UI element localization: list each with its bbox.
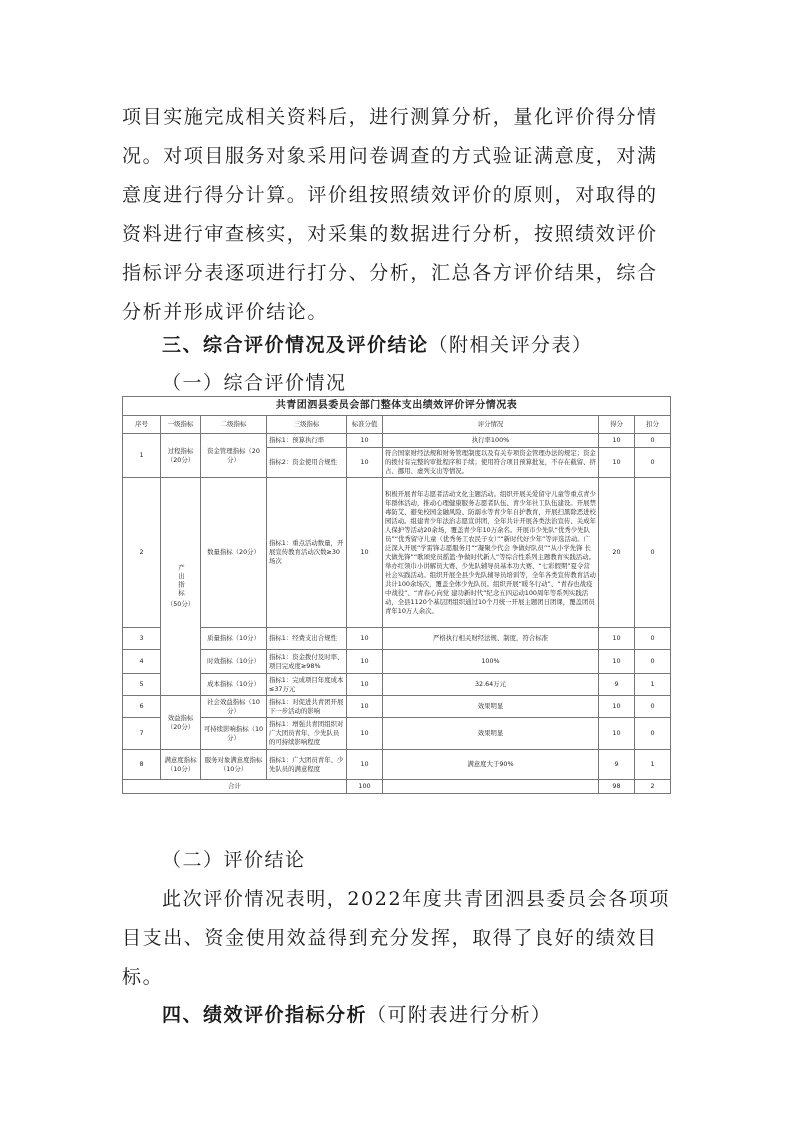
table-header-row (123, 416, 671, 434)
intro-line: 指标评分表逐项进行打分、分析，汇总各方评价结果，综合 (122, 262, 658, 284)
table-row (123, 696, 671, 718)
table-row (123, 478, 671, 628)
row-level1-output (161, 478, 201, 696)
intro-line: 资料进行审查核实，对采集的数据进行分析，按照绩效评价 (122, 223, 658, 245)
row-deduction: 0 (635, 628, 671, 650)
row-level3: 指标1：完成项目年度成本≤37万元 (267, 674, 347, 696)
evaluation-score-table (122, 396, 671, 794)
intro-line: 意度进行得分计算。评价组按照绩效评价的原则，对取得的 (122, 184, 658, 206)
header-level3: 三级指标 (267, 416, 347, 434)
table-total-row (123, 780, 671, 794)
total-deduction: 2 (635, 780, 671, 794)
row-description: 效果明显 (383, 696, 599, 718)
row-score: 10 (599, 448, 635, 478)
row-level2: 服务对象满意度指标（10分） (201, 750, 267, 780)
row-description: 32.64万元 (383, 674, 599, 696)
intro-paragraph (122, 98, 682, 332)
row-seq: 2 (123, 478, 161, 628)
output-indicator-score: （50分） (166, 600, 195, 609)
row-level3: 指标2：资金使用合规性 (267, 448, 347, 478)
table-row (123, 674, 671, 696)
row-score: 20 (599, 478, 635, 628)
row-seq: 1 (123, 434, 161, 478)
table-row (123, 434, 671, 448)
row-standard: 10 (347, 718, 383, 750)
total-standard: 100 (347, 780, 383, 794)
row-description: 严格执行相关财经法规、制度，符合标准 (383, 628, 599, 650)
conclusion-line: 目支出、资金使用效益得到充分发挥，取得了良好的绩效目 (122, 927, 658, 949)
conclusion-paragraph (122, 880, 682, 997)
row-standard: 10 (347, 628, 383, 650)
row-level3: 指标1：经费支出合规性 (267, 628, 347, 650)
row-deduction: 0 (635, 478, 671, 628)
row-level1-benefit: 效益指标（20分） (161, 696, 201, 750)
row-seq: 8 (123, 750, 161, 780)
row-score: 10 (599, 718, 635, 750)
table-row (123, 650, 671, 674)
row-deduction: 0 (635, 448, 671, 478)
row-score: 10 (599, 628, 635, 650)
row-score: 9 (599, 750, 635, 780)
intro-line: 分析并形成评价结论。 (122, 301, 329, 323)
row-level3: 指标1：重点活动数量，开展宣传教育活动次数≥30场次 (267, 478, 347, 628)
row-level3: 指标1：预算执行率 (267, 434, 347, 448)
output-indicator-label: 产出指标 (177, 563, 185, 598)
row-score: 10 (599, 650, 635, 674)
row-standard: 10 (347, 434, 383, 448)
section-3-title: 三、综合评价情况及评价结论 (162, 334, 429, 356)
table-row (123, 718, 671, 750)
row-level2: 社会效益指标（10分） (201, 696, 267, 718)
row-standard: 10 (347, 478, 383, 628)
row-seq: 6 (123, 696, 161, 718)
table-row (123, 750, 671, 780)
total-description (383, 780, 599, 794)
subsection-1-heading: （一）综合评价情况 (162, 372, 347, 394)
row-description: 100% (383, 650, 599, 674)
section-3-heading (162, 330, 593, 357)
row-standard: 10 (347, 750, 383, 780)
row-score: 10 (599, 434, 635, 448)
header-level2: 二级指标 (201, 416, 267, 434)
row-deduction: 0 (635, 718, 671, 750)
row-seq: 7 (123, 718, 161, 750)
row-level3: 指标1：增强共青团组织对广大团员青年、少先队员的可持续影响程度 (267, 718, 347, 750)
row-level2: 时效指标（10分） (201, 650, 267, 674)
row-deduction: 0 (635, 434, 671, 448)
row-level3: 指标1：资金拨付及时率、项目完成度≥98% (267, 650, 347, 674)
section-3-note: （附相关评分表） (428, 334, 593, 356)
table-title: 共青团泗县委员会部门整体支出绩效评价评分情况表 (122, 396, 671, 415)
total-score: 98 (599, 780, 635, 794)
row-level3: 指标1：对促进共青团开展下一步活动的影响 (267, 696, 347, 718)
row-level2: 成本指标（10分） (201, 674, 267, 696)
row-level1: 过程指标（20分） (161, 434, 201, 478)
row-level3: 指标1：广大团员青年、少先队员的满意程度 (267, 750, 347, 780)
row-deduction: 1 (635, 750, 671, 780)
header-standard: 标准分值 (347, 416, 383, 434)
section-4-heading (162, 1000, 552, 1027)
header-description: 评分情况 (383, 416, 599, 434)
header-score: 得分 (599, 416, 635, 434)
subsection-2-heading: （二）评价结论 (162, 849, 306, 871)
row-level2: 资金管理指标（20分） (201, 434, 267, 478)
header-deduction: 扣分 (635, 416, 671, 434)
section-4-note: （可附表进行分析） (367, 1004, 552, 1026)
row-description: 执行率100% (383, 434, 599, 448)
section-4-title: 四、绩效评价指标分析 (162, 1004, 368, 1026)
header-seq: 序号 (123, 416, 161, 434)
row-level1-satisfaction: 满意度指标（10分） (161, 750, 201, 780)
intro-line: 项目实施完成相关资料后，进行测算分析，量化评价得分情 (122, 106, 658, 128)
row-deduction: 1 (635, 674, 671, 696)
row-description: 满意度大于90% (383, 750, 599, 780)
row-level2: 质量指标（10分） (201, 628, 267, 650)
row-level2: 数量指标（20分） (201, 478, 267, 628)
row-seq: 3 (123, 628, 161, 650)
conclusion-line: 标。 (122, 966, 164, 988)
row-standard: 10 (347, 696, 383, 718)
row-score: 10 (599, 696, 635, 718)
row-score: 9 (599, 674, 635, 696)
row-seq: 4 (123, 650, 161, 674)
row-standard: 10 (347, 674, 383, 696)
row-description: 效果明显 (383, 718, 599, 750)
intro-line: 况。对项目服务对象采用问卷调查的方式验证满意度，对满 (122, 145, 658, 167)
row-seq: 5 (123, 674, 161, 696)
row-description: 积极开展青年志愿者活动文化主题活动。组织开展关爱留守儿童等重点青少年群体活动，推动心理健康服务志愿者队伍、青少年社工队伍建设。开展禁毒防艾、避免校园金融风险、防溺水等青少年自护教育，开展扫黑除恶进校园活动。组建青少年法治志愿宣讲团，全年共计开展各类法治宣传、关成年人保护等活动20余场，覆盖青少年10万余名。开展市少先队“优秀少先队员”“优秀留守儿童（优秀务工农民子女）”“新时代好少年”等评选活动。广泛深入开展“学雷锋志愿服务月”“凝聚少代会 争做好队员”“从小学先锋 长大做先锋”“歌颂党员摇篮·争做时代新人”等综合性系列主题教育实践活动。举办红领巾小讲解员大赛、少先队辅导员基本功大赛、“七彩假期”夏令营社会实践活动。组织开展全县少先队辅导员培训等，全年各类宣传教育活动共计100余场次，覆盖全体少先队员。组织开展“暖冬行动”、“青春也战疫中战役”、“青春心向党 建功新时代”纪念五四运动100周年等系列实践活动，全县1120个基层团组织通过10个月统一开展主题团日团课，覆盖团员青年10万人余次。 (383, 478, 599, 628)
row-deduction: 0 (635, 650, 671, 674)
total-label: 合计 (123, 780, 347, 794)
evaluation-table-container (122, 396, 670, 794)
row-standard: 10 (347, 448, 383, 478)
row-description: 符合国家财经法规和财务管理制度以及有关专项资金管理办法的规定；资金的拨付有完整的审批程序和手续；使用符合项目预算批复，不存在截留、挤占、挪用、虚列支出等情况。 (383, 448, 599, 478)
conclusion-line: 此次评价情况表明，2022年度共青团泗县委员会各项项 (162, 888, 670, 910)
row-standard: 10 (347, 650, 383, 674)
header-level1: 一级指标 (161, 416, 201, 434)
row-deduction: 0 (635, 696, 671, 718)
row-level2: 可持续影响指标（10分） (201, 718, 267, 750)
table-row (123, 628, 671, 650)
